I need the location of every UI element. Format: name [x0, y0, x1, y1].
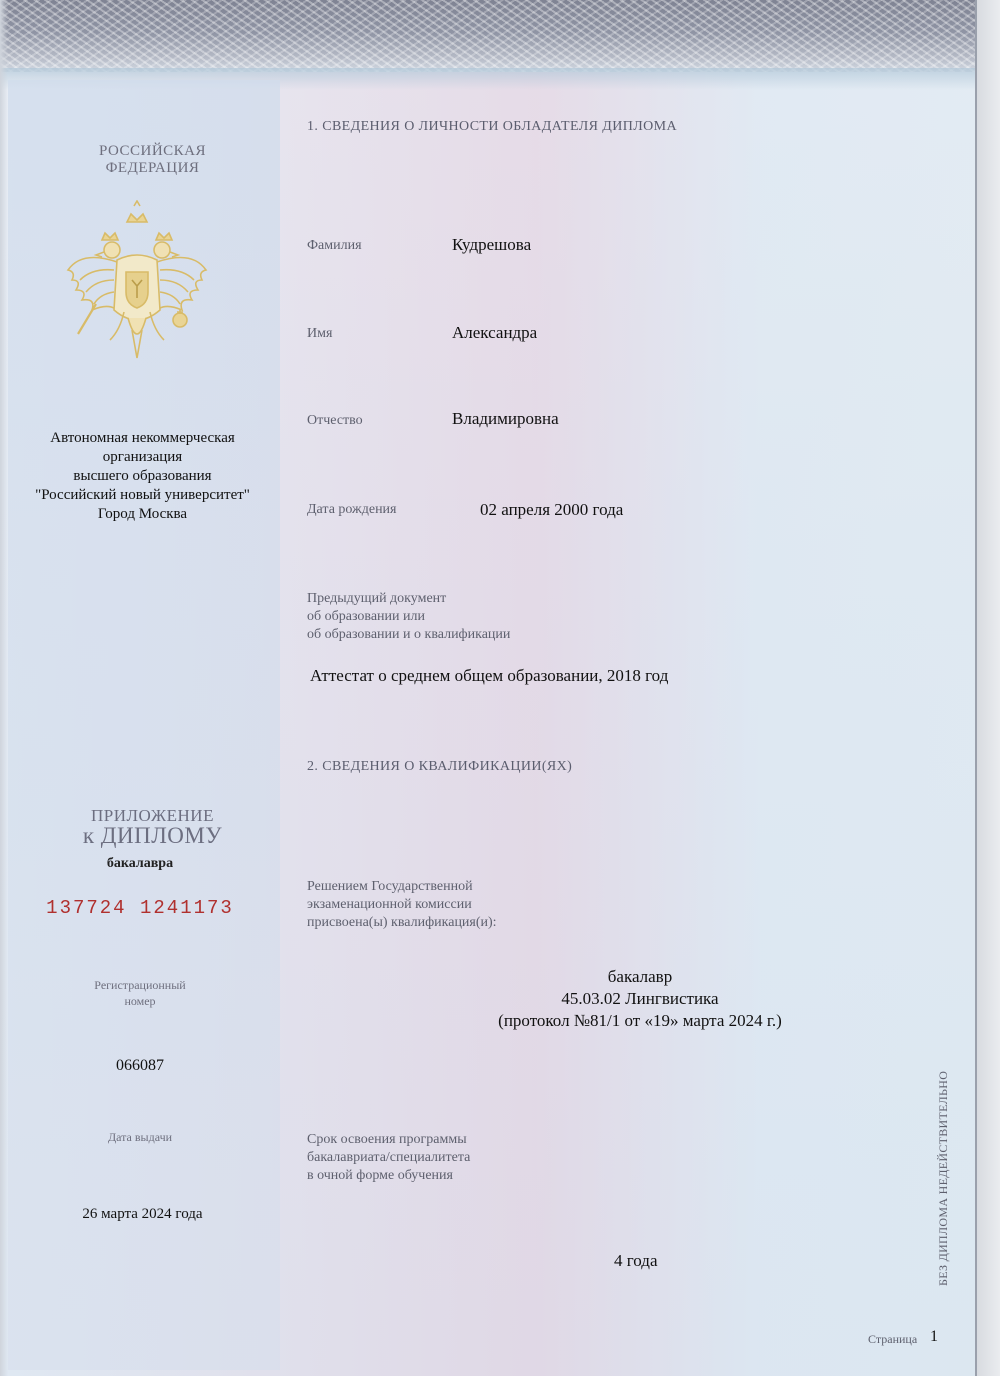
study-duration-value: 4 года [614, 1251, 658, 1270]
qualification-protocol: (протокол №81/1 от «19» марта 2024 г.) [498, 1011, 782, 1030]
page-number: 1 [930, 1328, 938, 1345]
institution-line: Автономная некоммерческая [50, 430, 235, 446]
name-value: Александра [452, 323, 538, 342]
reg-label-line: номер [124, 994, 156, 1008]
prev-doc-label-line: об образовании и о квалификации [307, 627, 511, 642]
birth-date-label: Дата рождения [307, 502, 397, 517]
duration-label-line: Срок освоения программы [307, 1132, 467, 1147]
left-edge-shadow [0, 0, 8, 1376]
qualification-title: бакалавр [607, 967, 673, 986]
study-duration-label [307, 1131, 470, 1185]
name-label: Имя [307, 326, 333, 341]
commission-decision-label [307, 878, 497, 932]
qualification-block [440, 966, 840, 1032]
country-name [40, 143, 265, 177]
invalid-without-diploma-note: БЕЗ ДИПЛОМА НЕДЕЙСТВИТЕЛЬНО [936, 1070, 950, 1286]
previous-document-label [307, 590, 510, 644]
issue-date-label: Дата выдачи [107, 1130, 173, 1144]
section1-title: 1. СВЕДЕНИЯ О ЛИЧНОСТИ ОБЛАДАТЕЛЯ ДИПЛОМА [307, 119, 678, 134]
appendix-title-line2: к ДИПЛОМУ [82, 823, 223, 848]
scanner-right-edge [975, 0, 1000, 1376]
decision-label-line: экзаменационной комиссии [307, 897, 472, 912]
section2-title: 2. СВЕДЕНИЯ О КВАЛИФИКАЦИИ(ЯХ) [307, 759, 573, 774]
institution-line: высшего образования [73, 468, 212, 484]
duration-label-line: бакалавриата/специалитета [307, 1150, 471, 1165]
serial-number: 137724 1241173 [46, 897, 234, 919]
birth-date-value: 02 апреля 2000 года [480, 500, 624, 519]
guilloche-top-border [0, 0, 975, 72]
appendix-title-line1: ПРИЛОЖЕНИЕ [91, 806, 214, 825]
double-headed-eagle-emblem-icon [62, 200, 212, 365]
surname-value: Кудрешова [452, 235, 532, 254]
registration-number: 066087 [116, 1057, 164, 1074]
institution-line: "Российский новый университет" [35, 487, 250, 503]
reg-label-line: Регистрационный [94, 978, 186, 992]
institution-name [20, 429, 265, 524]
country-line: ФЕДЕРАЦИЯ [105, 160, 200, 176]
registration-number-label [60, 977, 220, 1009]
duration-label-line: в очной форме обучения [307, 1168, 453, 1183]
page-label: Страница [868, 1332, 918, 1346]
qualification-program: 45.03.02 Лингвистика [561, 989, 719, 1008]
surname-label: Фамилия [307, 238, 362, 253]
country-line: РОССИЙСКАЯ [98, 143, 207, 159]
institution-line: организация [102, 449, 183, 465]
institution-line: Город Москва [97, 506, 188, 522]
issue-date: 26 марта 2024 года [82, 1206, 203, 1222]
patronymic-value: Владимировна [452, 409, 559, 428]
prev-doc-label-line: Предыдущий документ [307, 591, 447, 606]
decision-label-line: Решением Государственной [307, 879, 473, 894]
decision-label-line: присвоена(ы) квалификация(и): [307, 915, 497, 930]
prev-doc-label-line: об образовании или [307, 609, 425, 624]
previous-document-value: Аттестат о среднем общем образовании, 2018 год [310, 666, 669, 685]
degree-level: бакалавра [106, 856, 174, 871]
patronymic-label: Отчество [307, 413, 363, 428]
